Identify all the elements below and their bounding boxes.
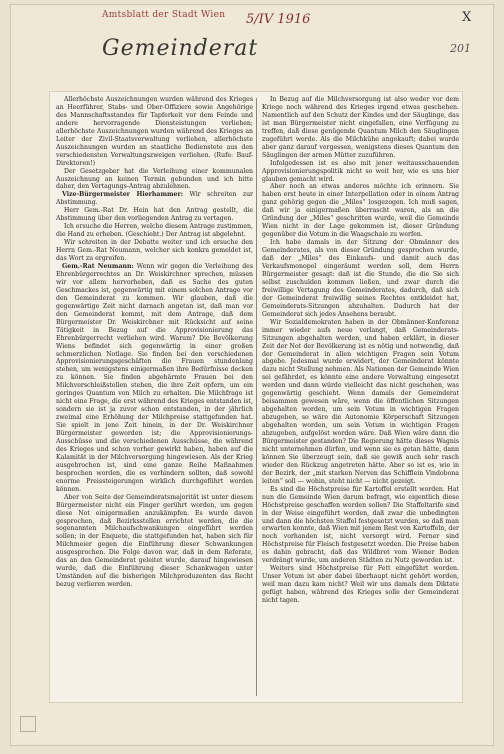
paragraph (56, 263, 253, 494)
paragraph-text: Wir Sozialdemokraten haben in der Obmänner-Konferenz immer wieder aufs neue verlangt, daß Gemeinderats-Sitzungen abgehalten werden, und haben erklärt, in dieser Zeit der Not der Bevölkerung ist es nötig und notwendig, daß der Gemeinderat in allen wichtigen Fragen sein Votum abgebe. Jedesmal wurde erwidert, der Gemeinderat könnte dazu nicht Stellung nehmen. Als Nationen der Gemeinde Wien sei gefährdet, es könnte eine andere Verwaltung eingesetzt werden und dann würde vielleicht das nicht geschehen, was gegenwärtig geschieht. Wenn damals der Gemeinderat beisammen gewesen wäre, wenn die öffentlichen Sitzungen abgehalten worden, um sein Votum in wichtigen Fragen abzugeben, so wäre die Autonomie Körperschaft Sitzungen abgehalten worden, um sein Votum in wichtigen Fragen abzugeben, aufgelöst worden wäre. Daß Wien wäre dann die Bürgermeister gestanden? Die Regierung hätte dieses Wagnis nicht unternehmen dürfen, und wenn sie es getan hätte, dann können Sie überzeugt sein, daß sie gewiß auch sehr rasch wieder den Rückzug angetreten hätte. Aber so ist es, wie in der Bezirk, der „mit starken Nerven das Schifflein Vindobona leiten“ soll — wohin, steht nicht — nicht gezeigt. (262, 318, 459, 485)
paragraph-text: Herr Gem.-Rat Dr. Hein hat den Antrag gestellt, die Abstimmung über den vorliegenden Antrag zu vertagen. (56, 207, 253, 223)
corner-mark: X (462, 10, 472, 25)
corner-box (20, 716, 36, 732)
right-text-column (262, 96, 459, 698)
paragraph (56, 494, 253, 589)
paragraph (56, 191, 253, 207)
paragraph (262, 96, 459, 160)
speaker-name: Vize-Bürgermeister Hierhammer: (62, 191, 184, 199)
paragraph (262, 239, 459, 319)
paragraph (56, 239, 253, 263)
paragraph-text: Aber von Seite der Gemeinderatsmajorität ist unter diesem Bürgermeister nicht ein Finger gerührt worden, um gegen diese Not einigermaßen anzukämpfen. Es wurde davon gesprochen, daß Bezirksstellen errichtet werden, die die sogenannten Milchaufschwankungen eingeführt werden sollen; in der Enquete, die stattgefunden hat, haben sich für Milchmeier gegen die Einführung dieser Schwankungen ausgesprochen. Die Folge davon war, daß in dem Referate, das an den Gemeinderat geleitet wurde, darauf hingewiesen wurde, daß die Einführung dieser Schankwagen unter Umständen auf die bisherigen Milchproduzenten das Recht bezug verlieren werden. (56, 493, 253, 589)
archive-stamp: Amtsblatt der Stadt Wien (102, 10, 226, 20)
paragraph (262, 183, 459, 239)
handwritten-title: Gemeinderat (102, 36, 259, 61)
paragraph-text: Allerhöchste Auszeichnungen wurden während des Krieges an Heerführer, Stabs- und Ober-Offiziere sowie Angehörige des Mannschaftsstandes für Tapferkeit vor dem Feinde und andere hervorragende Diensteistungen verliehen; allerhöchste Auszeichnungen wurden während des Krieges an Leiter der Zivil-Staatsverwaltung verliehen, allerhöchste Auszeichnungen wurden an staatliche Bedienstete aus den verschiedensten Verwaltungszweigen verliehen. (Rufe: Bauf-Direktoren!) (56, 96, 253, 167)
paragraph-text: Wir schreiten zur Abstimmung. (56, 191, 253, 207)
paragraph-text: Aber noch an etwas anderes möchte ich erinnern. Sie haben erst heute in einer Interpellation oder in einem Antrag ganz gehörig gegen die „Miles“ losgezogen. Ich muß sagen, daß wir ja einigermaßen überrascht waren, als an die Gründung der „Miles“ geschritten wurde, weil die Gemeinde Wien nicht in der Lage gekommen ist, dieser Gründung gegenüber die Votum in die Waagschale zu werfen. (262, 183, 459, 239)
paragraph-text: Infolgedessen ist es also mit jener weitausschauenden Approvisionierungspolitik nicht so weit her, wie es uns hier glauben gemacht wird. (262, 159, 459, 183)
paragraph-text: Weiters sind Höchstpreise für Fett eingeführt worden. Unser Votum ist aber dabei überhaupt nicht gehört worden, weil man dazu kam nicht? Weil wir uns damals dem Diktate gefügt haben, während des Krieges solle der Gemeinderat nicht tagen. (262, 565, 459, 605)
paragraph (262, 565, 459, 605)
paragraph (56, 223, 253, 239)
paragraph (56, 168, 253, 192)
handwritten-date: 5/IV 1916 (246, 12, 311, 27)
paragraph (262, 319, 459, 486)
archive-sheet (10, 4, 494, 746)
paragraph-text: Der Gesetzgeber hat die Verleihung einer kommunalen Auszeichnung an keinen Termin gebunden und ich bitte daher, den Vertagungs-Antrag abzulehnen. (56, 167, 253, 191)
paragraph-text: Es sind die Höchstpreise für Kartoffel erstellt worden. Hat nun die Gemeinde Wien darum befragt, wie eigentlich diese Höchstpreise geschaffen werden sollen? Die Staffeltarife sind in der Weise eingeführt worden, daß zwar die unbedingten und dann die höchsten Staffel festgesetzt wurden, so daß man erwarten konnte, daß Wien mit jenem Rest von Kartoffeln, der noch vorhanden ist, nicht versorgt wird. Ferner sind Höchstpreise für Fleisch festgesetzt worden. Die Preise haben es dahin gebracht, daß das Wildbret vom Wiener Boden verdrängt wurde, um anderen Städten zu Nutz geworden ist. (262, 485, 459, 565)
paragraph (56, 207, 253, 223)
paragraph-text: Wenn wir gegen die Verleihung des Ehrenbürgerrechtes an Dr. Weiskirchner sprechen, müssen wir vor allem hervorheben, daß es Sache des guten Geschmackes ist, gegenwärtig mit einem solchen Antrage vor den Gemeinderat zu kommen. Wir glauben, daß die gegenwärtige Zeit nicht darnach angetan ist, daß man vor den Gemeinderat kommt, mit dem Antrage, daß dem Bürgermeister Dr. Weiskirchner mit Rücksicht auf seine Tätigkeit in Bezug auf die Approvisionierung das Ehrenbürgerrecht verliehen wird. Warum? Die Bevölkerung Wiens befindet sich gegenwärtig in einer großen schmerzlichen Notlage. Sie finden bei den verschiedenen Approvisionierungsgeschäften die Frauen stundenlang stehen, um wenigstens einigermaßen ihre Bedürfnisse decken zu können. Sie finden abgehärmte Frauen bei den Milchverschleißstellen stehen, die ihre Zeit opfern, um ein geringes Quantum von Milch zu erhalten. Die Milchfrage ist nicht eine Frage, die erst während des Krieges entstanden ist, sondern sie ist ja zuvor schon entstanden, in der jährlich zweimal eine Erhöhung der Milchpreise stattgefunden hat. Sie spielt in jene Zeit hinein, in der Dr. Weiskirchner Bürgermeister geworden ist; die Approvisionierungs-Ausschüsse und die verschiedenen Ausschüsse, die während des Krieges und schon vorher gewirkt haben, haben auf die Kalamität in der Milchversorgung hingewiesen. Als der Krieg ausgebrochen ist, sind eine ganze Reihe Maßnahmen besprochen worden, die es verhindern sollten, daß sowohl enorme Preissteigerungen wirklich durchgeführt werden können. (56, 263, 253, 493)
paragraph-text: Ich ersuche die Herren, welche diesem Antrage zustimmen, die Hand zu erheben. (Geschieht.) Der Antrag ist abgelehnt. (56, 223, 253, 239)
paragraph (56, 96, 253, 168)
paragraph-text: In Bezug auf die Milchversorgung ist also weder vor dem Kriege noch während des Krieges irgend etwas geschehen. Namentlich auf den Schutz der Kindes und der Säuglinge, das ist man Bürgermeister nicht eingefallen, eine Verfügung zu treffen, daß diese genügende Quantum Milch den Säuglingen zugeführt werde. Als die Milchkühe angekauft; dabei wurde aber ganz darauf vergessen, wenigstens dieses Quantum den Säuglingen der armen Mütter zuzuführen. (262, 96, 459, 159)
paragraph (262, 486, 459, 566)
paragraph (262, 160, 459, 184)
paragraph-text: Ich habe damals in der Sitzung der Obmänner des Gemeinderates, als von dieser Gründung gesprochen wurde, daß der „Miles“ des Einkaufs- und damit auch das Verkaufsmonopol eingeräumt werden soll, dem Herrn Bürgermeister gesagt: daß ist die Stunde, die die Sie sich selbst zuschulden kommen ließen, und zwar durch die freiwillige Vertagung des Gemeinderates, dadurch, daß sich der Gemeinderat freiwillig seines Rechtes entkleidet hat, Gemeinderats-Sitzungen abzuhalten. Dadurch hat der Gemeinderat sich jedes Ansehens beraubt. (262, 239, 459, 318)
column-divider (256, 98, 257, 696)
speaker-name: Gem.-Rat Neumann: (62, 263, 134, 271)
left-text-column (56, 96, 253, 698)
newspaper-clipping (50, 92, 462, 702)
paragraph-text: Wir schreiten in der Debatte weiter und ich ersuche den Herrn Gem.-Rat Neumann, welcher sich konkra gemeldet ist, das Wort zu ergreifen. (56, 239, 253, 263)
page-number-mark: 201 (450, 42, 471, 55)
